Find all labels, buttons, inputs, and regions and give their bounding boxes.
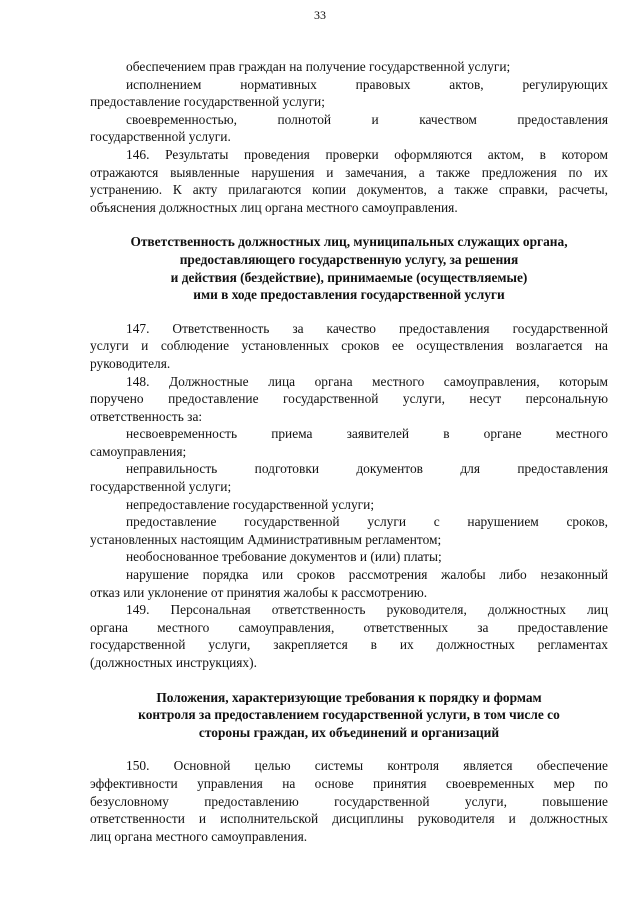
heading-line: Ответственность должностных лиц, муниципальных служащих органа,: [130, 234, 568, 250]
text-line: лиц органа местного самоуправления.: [90, 828, 308, 844]
text-line: 147. Ответственность за качество предоставления государственной: [126, 320, 608, 336]
text-line: несвоевременность приема заявителей в органе местного: [126, 426, 608, 442]
text-line: отражаются выявленные нарушения и замечания, а также предложения по их: [90, 164, 608, 180]
heading-line: контроля за предоставлением государственной услуги, в том числе со: [138, 707, 560, 723]
text-line: самоуправления;: [90, 443, 187, 459]
spacer: [90, 741, 608, 757]
text-line: органа местного самоуправления, ответственных за предоставление: [90, 619, 608, 635]
text-line: предоставление государственной услуги;: [90, 94, 325, 110]
text-line: услуги и соблюдение установленных сроков ее осуществления возлагается на: [90, 338, 608, 354]
text-line: (должностных инструкциях).: [90, 655, 257, 670]
text-line: 146. Результаты проведения проверки оформляются актом, в котором: [126, 146, 608, 162]
spacer: [90, 672, 608, 689]
text-line: исполнением нормативных правовых актов, регулирующих: [126, 76, 608, 92]
text-line: руководителя.: [90, 355, 171, 371]
spacer: [90, 304, 608, 320]
text-line: 150. Основной целью системы контроля является обеспечение: [126, 758, 608, 774]
text-line: ответственность за:: [90, 408, 203, 424]
text-line: объяснения должностных лиц органа местного самоуправления.: [90, 199, 458, 215]
text-line: непредоставление государственной услуги;: [126, 496, 375, 512]
text-line: поручено предоставление государственной услуги, несут персональную: [90, 391, 608, 407]
text-line: 148. Должностные лица органа местного самоуправления, которым: [126, 373, 608, 389]
document-body: [90, 58, 608, 845]
heading-line: предоставляющего государственную услугу, за решения: [179, 251, 519, 267]
text-line: устранению. К акту прилагаются копии документов, а также справки, расчеты,: [90, 182, 608, 198]
text-line: эффективности управления на основе принятия своевременных мер по: [90, 775, 608, 791]
heading-line: стороны граждан, их объединений и организаций: [198, 724, 500, 740]
section-heading-1: [90, 233, 608, 303]
page-number: 33: [314, 8, 326, 22]
spacer: [90, 216, 608, 233]
text-line: обеспечением прав граждан на получение государственной услуги;: [126, 59, 511, 74]
text-line: необоснованное требование документов и (или) платы;: [126, 549, 442, 565]
text-line: нарушение порядка или сроков рассмотрения жалобы либо незаконный: [126, 567, 608, 583]
heading-line: ими в ходе предоставления государственной услуги: [193, 287, 505, 303]
text-line: предоставление государственной услуги с нарушением сроков,: [126, 514, 608, 530]
text-line: неправильность подготовки документов для предоставления: [126, 461, 608, 477]
heading-line: и действия (бездействие), принимаемые (осуществляемые): [170, 269, 528, 285]
text-line: безусловному предоставлению государственной услуги, повышение: [90, 793, 608, 809]
text-line: ответственности и исполнительской дисциплины руководителя и должностных: [90, 811, 608, 827]
heading-line: Положения, характеризующие требования к порядку и формам: [156, 689, 542, 705]
text-line: своевременностью, полнотой и качеством предоставления: [126, 111, 608, 127]
text-line: установленных настоящим Административным регламентом;: [90, 531, 442, 547]
text-line: государственной услуги;: [90, 479, 232, 495]
text-line: государственной услуги, закрепляется в их должностных регламентах: [90, 637, 608, 653]
section-heading-2: [90, 689, 608, 742]
text-line: отказ или уклонение от принятия жалобы к рассмотрению.: [90, 584, 428, 600]
text-line: государственной услуги.: [90, 129, 231, 145]
text-line: 149. Персональная ответственность руководителя, должностных лиц: [126, 602, 608, 618]
